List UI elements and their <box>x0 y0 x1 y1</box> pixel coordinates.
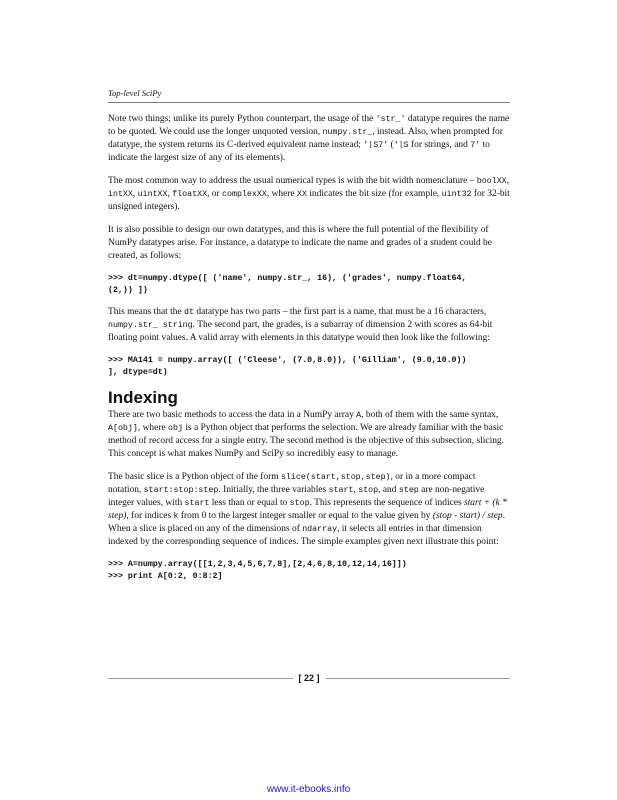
page-number: [ 22 ] <box>298 673 320 683</box>
page-footer <box>108 670 510 686</box>
paragraph-custom-datatypes: It is also possible to design our own datatypes, and this is where the full potential of the flexibility of NumPy datatypes arise. For instance, a datatype to indicate the name and grades of a student could be created, as follows: <box>108 225 492 261</box>
running-head: Top-level SciPy <box>108 88 510 103</box>
source-link[interactable]: www.it-ebooks.info <box>266 784 351 795</box>
paragraph-basic-slice: The basic slice is a Python object of the form slice(start,stop,step), or in a more compact notation, start:stop:step. Initially, the three variables start, stop, and step are non-negative integer values, with start less than or equal to stop. This represents the sequence of indices start + (k * step), for indices k from 0 to the largest integer smaller or equal to the value given by (stop - start) / step. When a slice is placed on any of the dimensions of ndarray, it selects all entries in that dimension indexed by the corresponding sequence of indices. The simple examples given next illustrate this point: <box>108 472 507 547</box>
code-block-ma141: >>> MA141 = numpy.array([ ('Cleese', (7.0,8.0)), ('Gilliam', (9.0,10.0)) ], dtype=dt) <box>108 356 467 377</box>
paragraph-dt-explanation: This means that the dt datatype has two parts – the first part is a name, that must be a 16 characters, numpy.str_ string. The second part, the grades, is a subarray of dimension 2 with scores as 64-bit floating point values. A valid array with elements in this datatype would then look like the following: <box>108 307 493 343</box>
paragraph-str-datatype: Note two things; unlike its purely Python counterpart, the usage of the 'str_' datatype requires the name to be quoted. We could use the longer unquoted version, numpy.str_, instead. Also, when prompted for datatype, the system returns its C-derived equivalent name instead; '|S7' ('|S for strings, and 7' to indicate the largest size of any of its elements). <box>108 114 510 163</box>
code-block-slicing: >>> A=numpy.array([[1,2,3,4,5,6,7,8],[2,4,6,8,10,12,14,16]]) >>> print A[0:2, 0:8:2] <box>108 560 407 581</box>
paragraph-indexing-intro: There are two basic methods to access the data in a NumPy array A, both of them with the same syntax, A[obj], where obj is a Python object that performs the selection. We are already familiar with the basic method of record access for a single entry. The second method is the objective of this subsection, slicing. This concept is what makes NumPy and SciPy so incredibly easy to manage. <box>108 410 505 459</box>
page-content <box>108 88 510 592</box>
code-block-dtype: >>> dt=numpy.dtype([ ('name', numpy.str_, 16), ('grades', numpy.float64, (2,)) ]) <box>108 274 467 295</box>
footer-rule-right <box>326 678 511 679</box>
footer-rule-left <box>108 678 293 679</box>
section-heading: Indexing <box>108 388 178 407</box>
paragraph-bit-width: The most common way to address the usual numerical types is with the bit width nomenclature – boolXX, intXX, uintXX, floatXX, or complexXX, where XX indicates the bit size (for example, uint32 for 32-bit unsigned integers). <box>108 176 510 212</box>
